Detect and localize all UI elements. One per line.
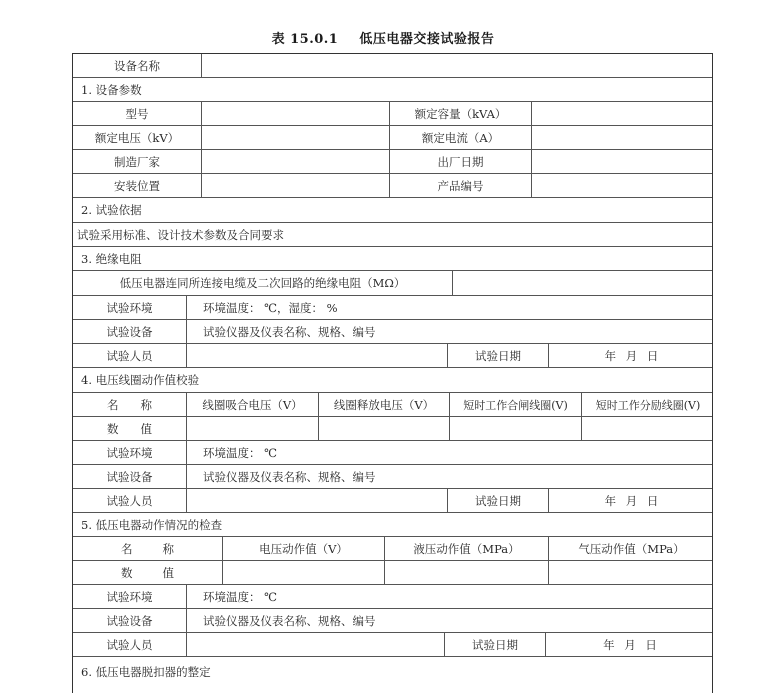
value-label: 数值 xyxy=(121,565,204,580)
date-label: 试验日期 xyxy=(447,344,548,367)
table-title: 低压电器交接试验报告 xyxy=(359,32,495,47)
equip-field[interactable]: 试验仪器及仪表名称、规格、编号 xyxy=(186,465,714,488)
value-field[interactable] xyxy=(581,417,714,440)
name-label: 名称 xyxy=(107,397,174,412)
value-field[interactable] xyxy=(384,561,548,584)
section5-value-row xyxy=(73,561,712,585)
section4-equip-row xyxy=(73,465,712,489)
section3-env-row xyxy=(73,296,712,320)
section4-heading-row xyxy=(73,368,712,393)
equip-label: 试验设备 xyxy=(106,324,153,339)
device-name-row xyxy=(73,54,712,78)
date-label: 试验日期 xyxy=(447,489,548,512)
param-value-field[interactable] xyxy=(531,102,714,125)
column-header: 短时工作合闸线圈(V) xyxy=(449,393,581,416)
param-value-field[interactable] xyxy=(201,174,389,197)
value-field[interactable] xyxy=(449,417,581,440)
name-label: 名称 xyxy=(121,541,204,556)
env-label: 试验环境 xyxy=(106,445,153,460)
section4-env-row xyxy=(73,441,712,465)
staff-label: 试验人员 xyxy=(106,637,153,652)
staff-field[interactable] xyxy=(186,489,447,512)
section5-equip-row xyxy=(73,609,712,633)
section1-heading-row xyxy=(73,78,712,102)
column-header: 线圈吸合电压（V） xyxy=(186,393,318,416)
device-name-label: 设备名称 xyxy=(114,58,160,73)
param-value-field[interactable] xyxy=(531,174,714,197)
section2-heading-row xyxy=(73,198,712,223)
env-field[interactable]: 环境温度： ℃ xyxy=(186,585,714,608)
staff-label: 试验人员 xyxy=(106,493,153,508)
date-label: 试验日期 xyxy=(444,633,545,656)
section5-env-row xyxy=(73,585,712,609)
section4-name-row xyxy=(73,393,712,417)
env-label: 试验环境 xyxy=(106,589,153,604)
column-header: 电压动作值（V） xyxy=(222,537,384,560)
param-value-field[interactable] xyxy=(201,150,389,173)
insulation-row xyxy=(73,271,712,296)
staff-field[interactable] xyxy=(186,344,447,367)
param-row xyxy=(73,102,712,126)
section5-name-row xyxy=(73,537,712,561)
section4-staff-row xyxy=(73,489,712,513)
env-label: 试验环境 xyxy=(106,300,153,315)
equip-field[interactable]: 试验仪器及仪表名称、规格、编号 xyxy=(186,609,714,632)
section1-heading: 1. 设备参数 xyxy=(81,82,142,97)
test-basis-text: 试验采用标准、设计技术参数及合同要求 xyxy=(77,227,284,242)
param-label: 安装位置 xyxy=(114,178,160,193)
value-field[interactable] xyxy=(548,561,714,584)
param-value-field[interactable] xyxy=(201,102,389,125)
section5-heading: 5. 低压电器动作情况的检查 xyxy=(81,517,223,532)
date-field[interactable]: 年 月 日 xyxy=(548,344,714,367)
value-field[interactable] xyxy=(186,417,318,440)
env-field[interactable]: 环境温度： ℃ xyxy=(186,441,714,464)
date-field[interactable]: 年 月 日 xyxy=(548,489,714,512)
insulation-label: 低压电器连同所连接电缆及二次回路的绝缘电阻（MΩ） xyxy=(119,276,406,290)
param-label: 额定电压（kV） xyxy=(94,130,180,145)
param-row xyxy=(73,150,712,174)
section3-staff-row xyxy=(73,344,712,368)
staff-label: 试验人员 xyxy=(106,348,153,363)
date-field[interactable]: 年 月 日 xyxy=(545,633,714,656)
param-row xyxy=(73,126,712,150)
equip-label: 试验设备 xyxy=(106,469,153,484)
param-label: 出厂日期 xyxy=(389,150,531,173)
param-label: 制造厂家 xyxy=(114,154,160,169)
section4-value-row xyxy=(73,417,712,441)
report-table xyxy=(72,53,713,693)
value-field[interactable] xyxy=(318,417,449,440)
section6-heading-row xyxy=(73,657,712,681)
param-label: 型号 xyxy=(125,106,149,121)
section4-heading: 4. 电压线圈动作值校验 xyxy=(81,373,200,387)
param-label: 额定电流（A） xyxy=(389,126,531,149)
section3-heading-row xyxy=(73,247,712,271)
report-title xyxy=(0,28,766,47)
staff-field[interactable] xyxy=(186,633,444,656)
column-header: 短时工作分励线圈(V) xyxy=(581,393,714,416)
insulation-value-field[interactable] xyxy=(452,271,714,295)
env-field[interactable]: 环境温度： ℃，湿度： % xyxy=(186,296,714,319)
column-header: 线圈释放电压（V） xyxy=(318,393,449,416)
value-label: 数值 xyxy=(107,421,174,436)
param-value-field[interactable] xyxy=(531,150,714,173)
column-header: 液压动作值（MPa） xyxy=(384,537,548,560)
section2-heading: 2. 试验依据 xyxy=(81,203,142,217)
section5-staff-row xyxy=(73,633,712,657)
value-field[interactable] xyxy=(222,561,384,584)
section2-text-row xyxy=(73,223,712,247)
param-value-field[interactable] xyxy=(531,126,714,149)
section3-heading: 3. 绝缘电阻 xyxy=(81,251,142,266)
equip-label: 试验设备 xyxy=(106,613,153,628)
param-label: 产品编号 xyxy=(389,174,531,197)
param-label: 额定容量（kVA） xyxy=(389,102,531,125)
param-row xyxy=(73,174,712,198)
equip-field[interactable]: 试验仪器及仪表名称、规格、编号 xyxy=(186,320,714,343)
table-number: 表 15.0.1 xyxy=(271,32,339,47)
device-name-field[interactable] xyxy=(201,54,714,77)
section5-heading-row xyxy=(73,513,712,537)
section3-equip-row xyxy=(73,320,712,344)
column-header: 气压动作值（MPa） xyxy=(548,537,714,560)
section6-heading: 6. 低压电器脱扣器的整定 xyxy=(81,665,211,679)
param-value-field[interactable] xyxy=(201,126,389,149)
